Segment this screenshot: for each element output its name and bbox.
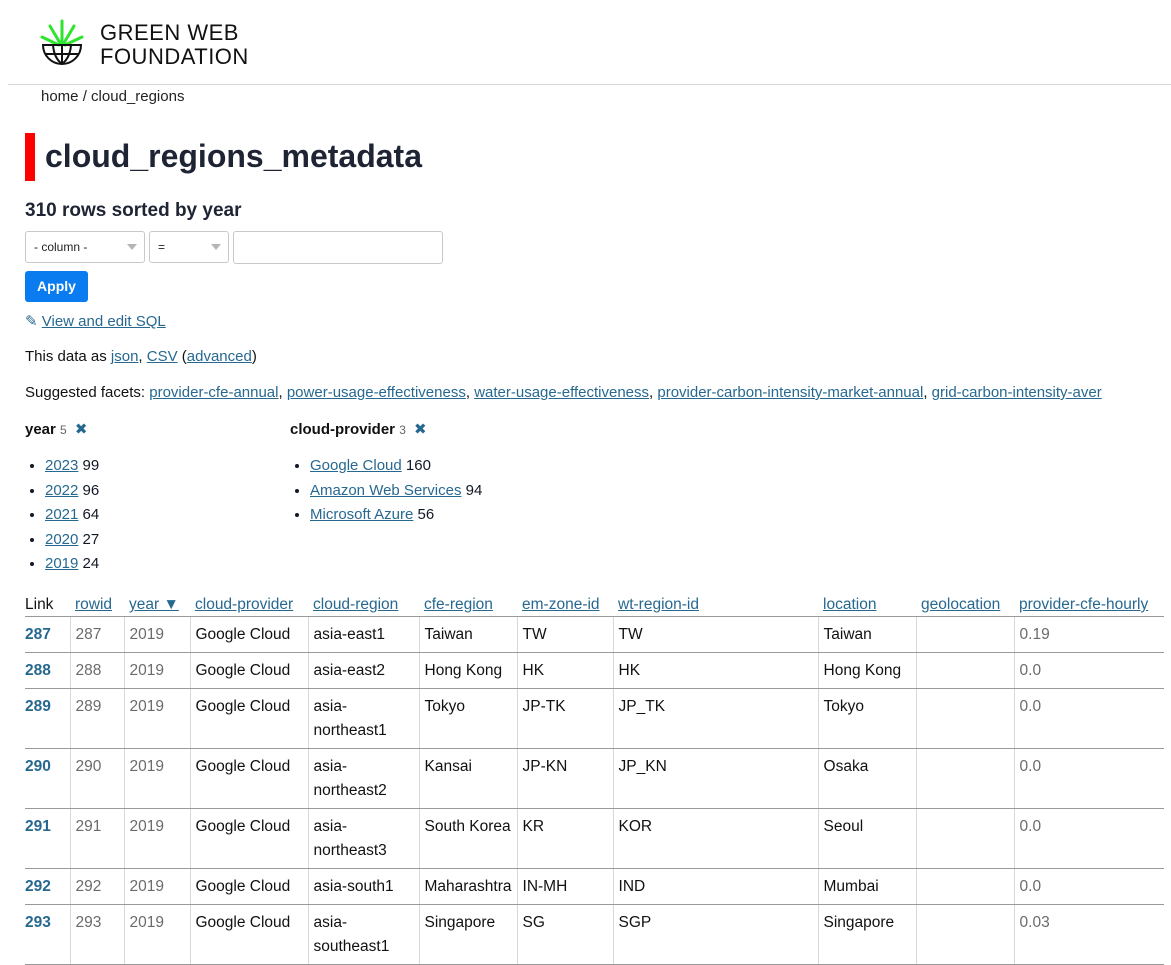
pencil-icon: ✎ <box>25 313 38 330</box>
facet-item-count: 99 <box>82 457 100 474</box>
facet-item-link[interactable]: 2019 <box>45 555 79 573</box>
wt-region-id-cell <box>613 809 818 869</box>
location-cell-text: Osaka <box>823 758 869 775</box>
cloud-region-cell-text: asia-east2 <box>313 662 386 679</box>
provider-cfe-hourly-cell <box>1014 905 1164 965</box>
facet-item-count: 24 <box>82 555 100 573</box>
wt-region-id-cell-text: HK <box>618 662 641 679</box>
facet-year <box>25 420 99 577</box>
cfe-region-cell-text: South Korea <box>424 818 511 835</box>
facet-item <box>45 454 99 479</box>
cloud-provider-cell <box>190 869 308 905</box>
cfe-region-cell <box>419 653 517 689</box>
page-title: cloud_regions_metadata <box>45 138 422 174</box>
row-link <box>25 749 70 809</box>
provider-cfe-hourly-cell-text: 0.19 <box>1019 626 1050 643</box>
column-header: Link <box>25 594 70 617</box>
em-zone-id-cell-text: JP-KN <box>522 758 568 775</box>
wt-region-id-cell-text: JP_KN <box>618 758 667 775</box>
brand-name[interactable] <box>100 21 249 69</box>
cloud-provider-cell <box>190 617 308 653</box>
row-link <box>25 617 70 653</box>
row-link <box>25 869 70 905</box>
em-zone-id-cell <box>517 905 613 965</box>
em-zone-id-cell <box>517 617 613 653</box>
column-select-value: - column - <box>34 240 88 254</box>
cloud-provider-cell-text: Google Cloud <box>195 626 291 643</box>
year-cell-text: 2019 <box>129 626 164 643</box>
cloud-region-cell-text: asia- northeast3 <box>313 818 387 859</box>
cloud-region-cell-text: asia-south1 <box>313 878 394 895</box>
rowid-cell <box>70 869 124 905</box>
row-link-anchor[interactable]: 291 <box>25 818 51 835</box>
rows-table <box>25 594 1164 965</box>
rowid-cell <box>70 749 124 809</box>
location-cell-text: Mumbai <box>823 878 879 895</box>
csv-link[interactable]: CSV <box>146 348 178 365</box>
geolocation-cell <box>916 617 1014 653</box>
row-link <box>25 689 70 749</box>
rowid-cell-text: 290 <box>75 758 102 775</box>
chevron-down-icon <box>127 244 137 250</box>
location-cell-text: Seoul <box>823 818 864 835</box>
facet-item-count: 64 <box>82 506 100 524</box>
row-link-anchor[interactable]: 287 <box>25 626 51 643</box>
breadcrumb <box>41 88 184 105</box>
column-header[interactable]: cfe-region <box>419 594 517 617</box>
geolocation-cell <box>916 869 1014 905</box>
em-zone-id-cell <box>517 869 613 905</box>
em-zone-id-cell-text: JP-TK <box>522 698 566 715</box>
year-cell-text: 2019 <box>129 662 164 679</box>
location-cell <box>818 653 916 689</box>
facet-cloud-provider <box>290 420 482 528</box>
rowid-cell-text: 293 <box>75 914 102 931</box>
wt-region-id-cell-text: SGP <box>618 914 652 931</box>
geolocation-cell <box>916 653 1014 689</box>
brand-line-1: GREEN WEB <box>100 20 239 45</box>
suggested-facet-link[interactable]: water-usage-effectiveness <box>474 384 650 401</box>
facet-title: cloud-provider <box>290 421 396 438</box>
location-cell-text: Taiwan <box>823 626 872 643</box>
provider-cfe-hourly-cell-text: 0.03 <box>1019 914 1050 931</box>
cloud-region-cell <box>308 653 419 689</box>
row-link <box>25 653 70 689</box>
cfe-region-cell-text: Taiwan <box>424 626 473 643</box>
facet-count: 3 <box>399 423 406 437</box>
year-cell-text: 2019 <box>129 698 164 715</box>
location-cell <box>818 749 916 809</box>
em-zone-id-cell <box>517 653 613 689</box>
year-cell <box>124 869 190 905</box>
export-prefix: This data as <box>25 348 111 365</box>
column-header[interactable]: rowid <box>70 594 124 617</box>
facet-item-link[interactable]: 2022 <box>45 481 79 499</box>
em-zone-id-cell-text: HK <box>522 662 545 679</box>
row-link-anchor[interactable]: 292 <box>25 878 51 895</box>
provider-cfe-hourly-cell-text: 0.0 <box>1019 818 1042 835</box>
cloud-provider-cell <box>190 749 308 809</box>
provider-cfe-hourly-cell-text: 0.0 <box>1019 758 1042 775</box>
column-header[interactable]: wt-region-id <box>613 594 818 617</box>
cloud-region-cell <box>308 905 419 965</box>
cfe-region-cell-text: Tokyo <box>424 698 465 715</box>
row-link <box>25 905 70 965</box>
year-cell <box>124 653 190 689</box>
year-cell <box>124 617 190 653</box>
green-web-logo-icon[interactable] <box>40 18 88 68</box>
wt-region-id-cell <box>613 653 818 689</box>
location-cell <box>818 689 916 749</box>
location-cell <box>818 617 916 653</box>
geolocation-cell <box>916 749 1014 809</box>
facet-item <box>310 454 482 479</box>
location-cell <box>818 809 916 869</box>
facet-item-count: 96 <box>82 481 100 499</box>
table-row <box>25 749 1164 809</box>
facet-item-count: 160 <box>405 457 431 474</box>
rowid-cell <box>70 809 124 869</box>
remove-facet-icon[interactable]: ✖ <box>414 421 427 438</box>
table-row <box>25 809 1164 869</box>
facet-item <box>45 503 99 528</box>
suggested-facet-link[interactable]: power-usage-effectiveness <box>286 384 466 401</box>
cfe-region-cell <box>419 749 517 809</box>
facet-item-link[interactable]: Amazon Web Services <box>310 481 462 499</box>
em-zone-id-cell-text: SG <box>522 914 545 931</box>
em-zone-id-cell <box>517 749 613 809</box>
rowid-cell-text: 291 <box>75 818 102 835</box>
provider-cfe-hourly-cell <box>1014 869 1164 905</box>
location-cell <box>818 869 916 905</box>
row-link-anchor[interactable]: 290 <box>25 758 51 775</box>
wt-region-id-cell <box>613 617 818 653</box>
cloud-provider-cell <box>190 689 308 749</box>
wt-region-id-cell <box>613 905 818 965</box>
cloud-provider-cell <box>190 653 308 689</box>
location-cell <box>818 905 916 965</box>
rowid-cell-text: 289 <box>75 698 102 715</box>
column-header[interactable]: cloud-region <box>308 594 419 617</box>
cfe-region-cell-text: Singapore <box>424 914 496 931</box>
provider-cfe-hourly-cell <box>1014 749 1164 809</box>
cloud-provider-cell <box>190 809 308 869</box>
wt-region-id-cell-text: TW <box>618 626 643 643</box>
facet-item <box>45 552 99 577</box>
cloud-provider-cell-text: Google Cloud <box>195 662 291 679</box>
cloud-region-cell <box>308 809 419 869</box>
column-header[interactable]: year ▼ <box>124 594 190 617</box>
sql-link-row <box>25 312 166 330</box>
column-select[interactable] <box>25 231 145 263</box>
rowid-cell <box>70 905 124 965</box>
suggested-facets: Suggested facets: provider-cfe-annual, power-usage-effectiveness, water-usage-effectiveness, provider-carbon-intensity-market-annual, grid-carbon-intensity-aver <box>25 384 1102 401</box>
breadcrumb-separator: / <box>82 88 87 105</box>
provider-cfe-hourly-cell-text: 0.0 <box>1019 698 1042 715</box>
facet-item <box>310 479 482 504</box>
em-zone-id-cell-text: KR <box>522 818 545 835</box>
column-header[interactable]: provider-cfe-hourly <box>1014 594 1164 617</box>
year-cell <box>124 905 190 965</box>
chevron-down-icon <box>211 244 221 250</box>
json-link[interactable]: json <box>110 348 139 365</box>
table-row <box>25 869 1164 905</box>
facet-item-link[interactable]: Google Cloud <box>310 457 402 474</box>
column-header[interactable]: location <box>818 594 916 617</box>
facet-item-count: 94 <box>465 481 483 499</box>
cloud-provider-cell-text: Google Cloud <box>195 758 291 775</box>
em-zone-id-cell <box>517 809 613 869</box>
table-row <box>25 905 1164 965</box>
table-row <box>25 617 1164 653</box>
facet-item <box>45 528 99 553</box>
cloud-region-cell-text: asia- northeast2 <box>313 758 387 799</box>
table-row <box>25 653 1164 689</box>
facet-count: 5 <box>60 423 67 437</box>
wt-region-id-cell <box>613 689 818 749</box>
cloud-provider-cell <box>190 905 308 965</box>
suggested-facet-link[interactable]: provider-cfe-annual <box>149 384 279 401</box>
cloud-region-cell-text: asia- southeast1 <box>313 914 390 955</box>
operator-select[interactable] <box>149 231 229 263</box>
facet-item-link[interactable]: 2023 <box>45 457 79 474</box>
facet-item-count: 56 <box>417 506 435 524</box>
column-header[interactable]: cloud-provider <box>190 594 308 617</box>
wt-region-id-cell <box>613 869 818 905</box>
cloud-region-cell-text: asia-east1 <box>313 626 386 643</box>
cloud-provider-cell-text: Google Cloud <box>195 914 291 931</box>
provider-cfe-hourly-cell-text: 0.0 <box>1019 662 1042 679</box>
cfe-region-cell <box>419 809 517 869</box>
cfe-region-cell <box>419 905 517 965</box>
cloud-region-cell <box>308 869 419 905</box>
provider-cfe-hourly-cell <box>1014 689 1164 749</box>
cfe-region-cell <box>419 689 517 749</box>
wt-region-id-cell-text: KOR <box>618 818 653 835</box>
facet-item <box>45 479 99 504</box>
rowid-cell-text: 288 <box>75 662 102 679</box>
cfe-region-cell <box>419 869 517 905</box>
facet-title: year <box>25 421 56 438</box>
facet-item-link[interactable]: Microsoft Azure <box>310 506 414 524</box>
year-cell-text: 2019 <box>129 878 164 895</box>
geolocation-cell <box>916 689 1014 749</box>
advanced-link[interactable]: advanced <box>186 348 252 365</box>
wt-region-id-cell <box>613 749 818 809</box>
breadcrumb-home[interactable]: home <box>41 88 79 105</box>
table-header-row <box>25 594 1164 617</box>
provider-cfe-hourly-cell <box>1014 617 1164 653</box>
suggested-facets-label: Suggested facets: <box>25 384 150 401</box>
rowid-cell-text: 292 <box>75 878 102 895</box>
row-link-anchor[interactable]: 293 <box>25 914 51 931</box>
breadcrumb-database[interactable]: cloud_regions <box>91 88 185 105</box>
facet-item-link[interactable]: 2020 <box>45 530 79 548</box>
rowid-cell-text: 287 <box>75 626 102 643</box>
cloud-region-cell <box>308 617 419 653</box>
provider-cfe-hourly-cell-text: 0.0 <box>1019 878 1042 895</box>
table-row <box>25 689 1164 749</box>
rowid-cell <box>70 653 124 689</box>
location-cell-text: Singapore <box>823 914 895 931</box>
operator-select-value: = <box>158 240 166 254</box>
geolocation-cell <box>916 905 1014 965</box>
year-cell <box>124 689 190 749</box>
filter-value-input[interactable] <box>233 231 443 264</box>
rowid-cell <box>70 617 124 653</box>
year-cell-text: 2019 <box>129 758 164 775</box>
year-cell <box>124 809 190 869</box>
location-cell-text: Hong Kong <box>823 662 902 679</box>
cloud-provider-cell-text: Google Cloud <box>195 878 291 895</box>
wt-region-id-cell-text: IND <box>618 878 646 895</box>
cfe-region-cell-text: Kansai <box>424 758 472 775</box>
cloud-region-cell <box>308 749 419 809</box>
facet-item-link[interactable]: 2021 <box>45 506 79 524</box>
em-zone-id-cell-text: TW <box>522 626 547 643</box>
rowid-cell <box>70 689 124 749</box>
suggested-facet-link[interactable]: provider-carbon-intensity-market-annual <box>657 384 924 401</box>
cfe-region-cell-text: Maharashtra <box>424 878 512 895</box>
facet-item-count: 27 <box>82 530 100 548</box>
geolocation-cell <box>916 809 1014 869</box>
site-header <box>0 0 1171 85</box>
apply-button[interactable]: Apply <box>25 271 88 302</box>
em-zone-id-cell-text: IN-MH <box>522 878 568 895</box>
export-links: This data as json, CSV (advanced) <box>25 348 257 365</box>
view-edit-sql-link[interactable]: View and edit SQL <box>41 313 166 330</box>
row-count: 310 rows sorted by year <box>25 200 242 221</box>
remove-facet-icon[interactable]: ✖ <box>74 421 88 438</box>
header-divider <box>8 84 1171 85</box>
cloud-region-cell-text: asia- northeast1 <box>313 698 387 739</box>
title-accent-bar <box>25 133 35 181</box>
row-link-anchor[interactable]: 288 <box>25 662 51 679</box>
year-cell-text: 2019 <box>129 914 164 931</box>
provider-cfe-hourly-cell <box>1014 809 1164 869</box>
cloud-provider-cell-text: Google Cloud <box>195 818 291 835</box>
location-cell-text: Tokyo <box>823 698 865 715</box>
provider-cfe-hourly-cell <box>1014 653 1164 689</box>
cfe-region-cell <box>419 617 517 653</box>
column-header[interactable]: em-zone-id <box>517 594 613 617</box>
row-link-anchor[interactable]: 289 <box>25 698 51 715</box>
cfe-region-cell-text: Hong Kong <box>424 662 503 679</box>
column-header[interactable]: geolocation <box>916 594 1014 617</box>
row-link <box>25 809 70 869</box>
brand-line-2: FOUNDATION <box>100 44 249 69</box>
cloud-region-cell <box>308 689 419 749</box>
wt-region-id-cell-text: JP_TK <box>618 698 666 715</box>
facet-item <box>310 503 482 528</box>
em-zone-id-cell <box>517 689 613 749</box>
suggested-facet-link[interactable]: grid-carbon-intensity-aver <box>931 384 1102 401</box>
year-cell <box>124 749 190 809</box>
cloud-provider-cell-text: Google Cloud <box>195 698 291 715</box>
year-cell-text: 2019 <box>129 818 164 835</box>
